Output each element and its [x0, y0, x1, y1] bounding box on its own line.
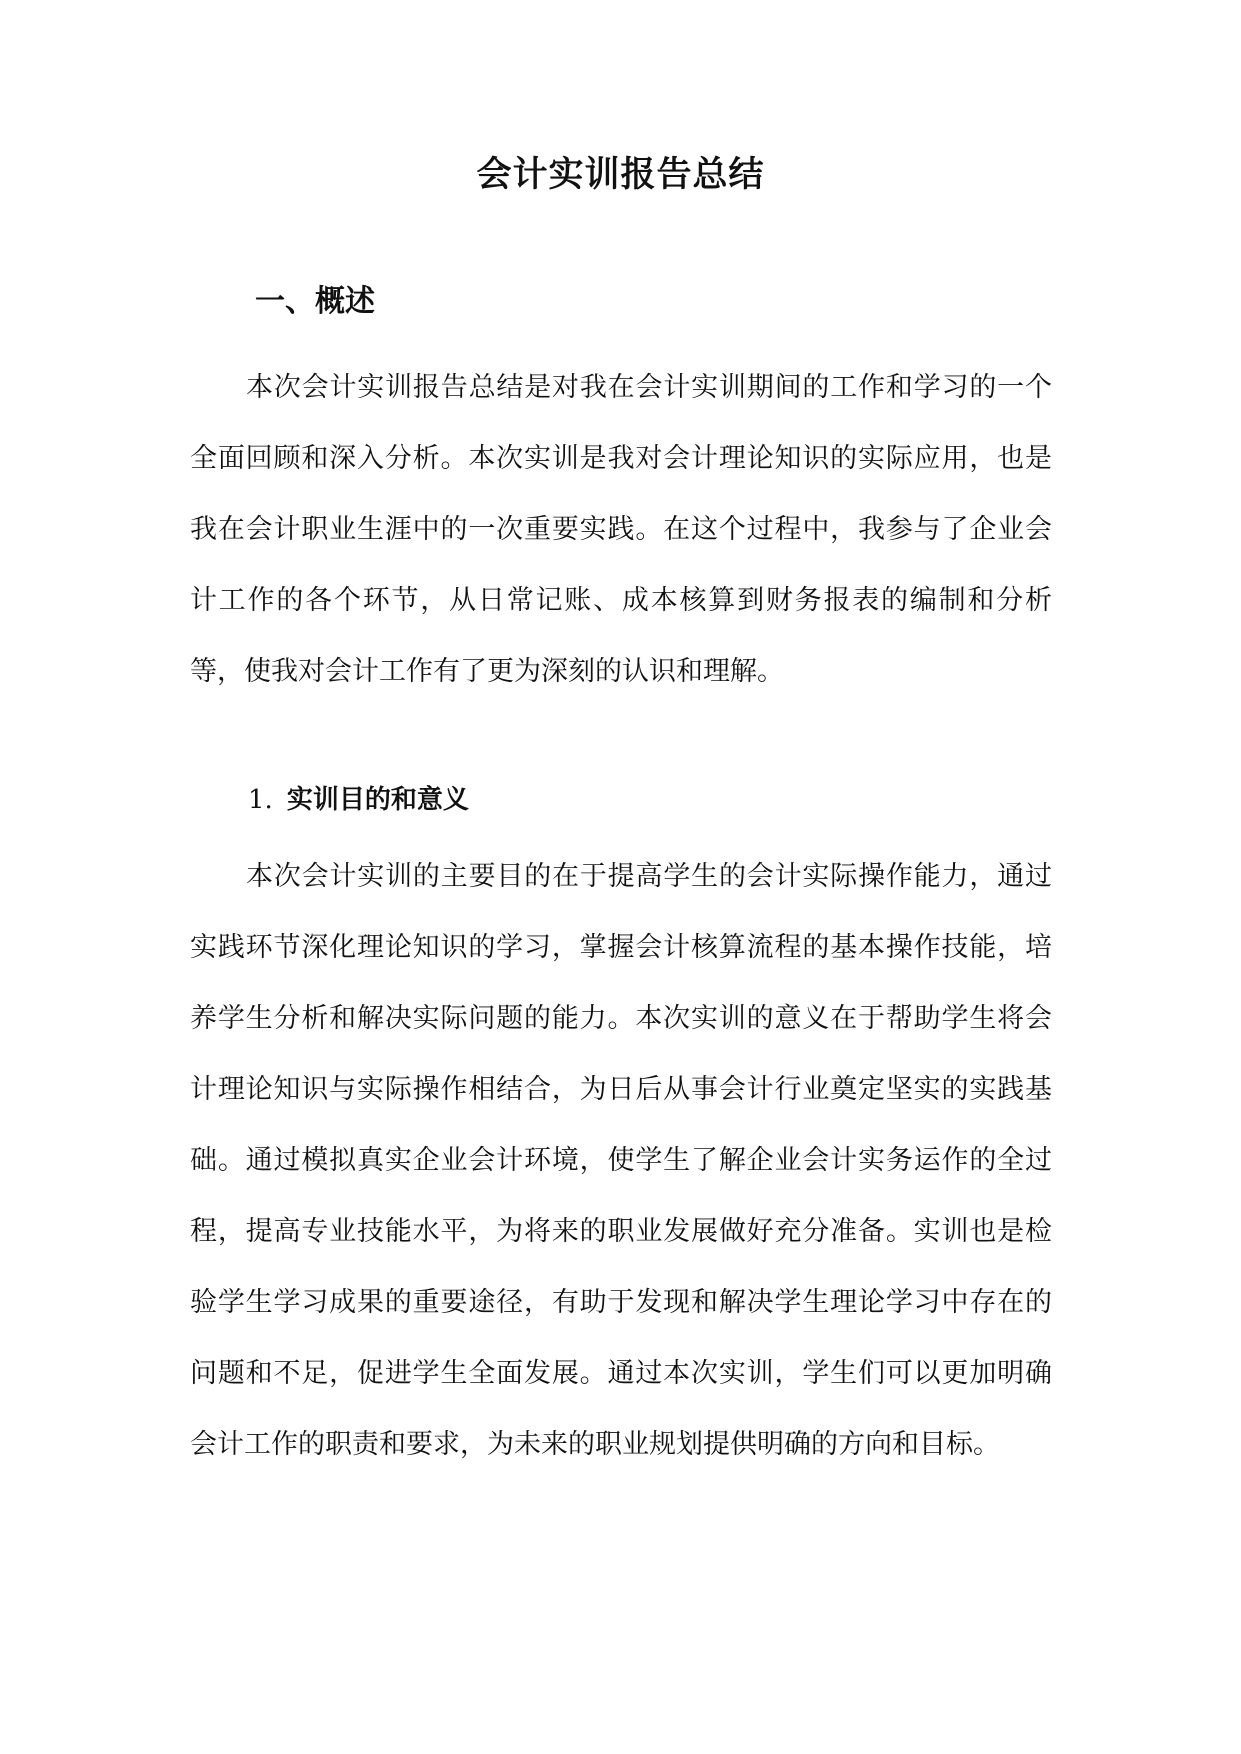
purpose-paragraph: 本次会计实训的主要目的在于提高学生的会计实际操作能力，通过实践环节深化理论知识的学习，掌握会计核算流程的基本操作技能，培养学生分析和解决实际问题的能力。本次实训的意义在于帮助学生将会计理论知识与实际操作相结合，为日后从事会计行业奠定坚实的实践基础。通过模拟真实企业会计环境，使学生了解企业会计实务运作的全过程，提高专业技能水平，为将来的职业发展做好充分准备。实训也是检验学生学习成果的重要途径，有助于发现和解决学生理论学习中存在的问题和不足，促进学生全面发展。通过本次实训，学生们可以更加明确会计工作的职责和要求，为未来的职业规划提供明确的方向和目标。 [190, 861, 1052, 1460]
overview-paragraph: 本次会计实训报告总结是对我在会计实训期间的工作和学习的一个全面回顾和深入分析。本次实训是我对会计理论知识的实际应用，也是我在会计职业生涯中的一次重要实践。在这个过程中，我参与了企业会计工作的各个环节，从日常记账、成本核算到财务报表的编制和分析等，使我对会计工作有了更为深刻的认识和理解。 [190, 372, 1052, 687]
subsection-heading-purpose [248, 780, 469, 820]
subsection-title: 实训目的和意义 [286, 785, 469, 815]
section-heading-overview: 一、概述 [255, 284, 375, 319]
subsection-number: 1. [248, 785, 273, 815]
document-title: 会计实训报告总结 [476, 155, 765, 195]
